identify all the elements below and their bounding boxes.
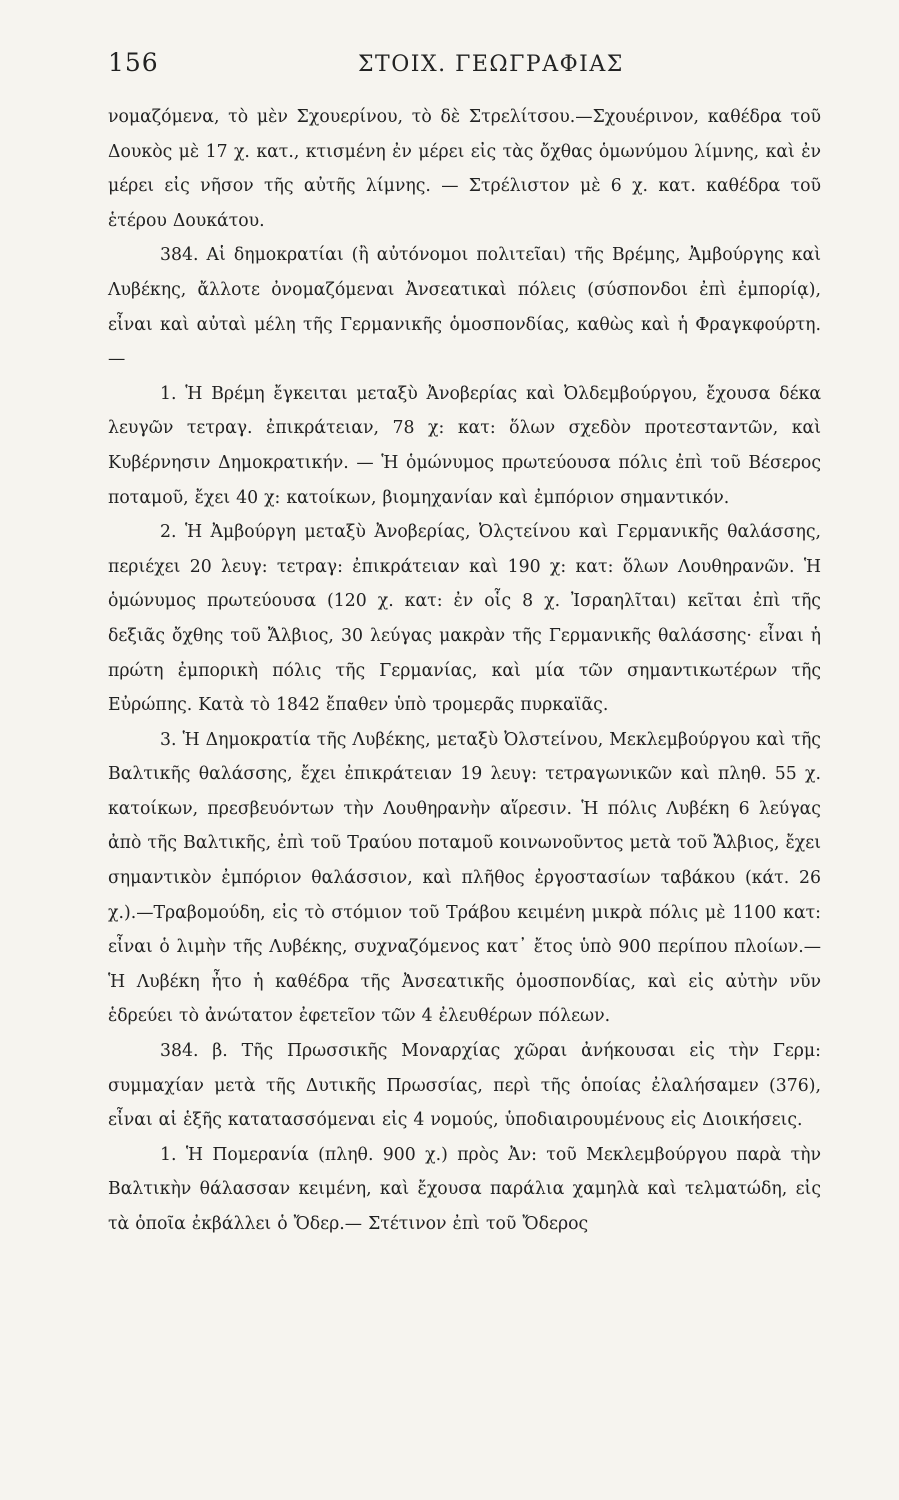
body-text xyxy=(108,100,821,1242)
page-number: 156 xyxy=(108,48,159,77)
paragraph-384b: 384. β. Τῆς Πρωσσικῆς Μοναρχίας χῶραι ἀνήκουσαι εἰς τὴν Γερμ: συμμαχίαν μετὰ τῆς Δυτικῆς Πρωσσίας, περὶ τῆς ὁποίας ἐλαλήσαμεν (376), εἶναι αἱ ἑξῆς κατατασσόμεναι εἰς 4 νομούς, ὑποδιαιρουμένους εἰς Διοικήσεις. xyxy=(108,1041,821,1131)
paragraph-lubeck: 3. Ἡ Δημοκρατία τῆς Λυβέκης, μεταξὺ Ὀλστείνου, Μεκλεμβούργου καὶ τῆς Βαλτικῆς θαλάσσης, ἔχει ἐπικράτειαν 19 λευγ: τετραγωνικῶν καὶ πληθ. 55 χ. κατοίκων, πρεσβευόντων τὴν Λουθηρανὴν αἵρεσιν. Ἡ πόλις Λυβέκη 6 λεύγας ἀπὸ τῆς Βαλτικῆς, ἐπὶ τοῦ Τραύου ποταμοῦ κοινωνοῦντος μετὰ τοῦ Ἄλβιος, ἔχει σημαντικὸν ἐμπόριον θαλάσσιον, καὶ πλῆθος ἐργοστασίων ταβάκου (κάτ. 26 χ.).—Τραβομούδη, εἰς τὸ στόμιον τοῦ Τράβου κειμένη μικρὰ πόλις μὲ 1100 κατ: εἶναι ὁ λιμὴν τῆς Λυβέκης, συχναζόμενος κατ᾽ ἔτος ὑπὸ 900 περίπου πλοίων.— Ἡ Λυβέκη ἦτο ἡ καθέδρα τῆς Ἀνσεατικῆς ὁμοσπονδίας, καὶ εἰς αὐτὴν νῦν ἑδρεύει τὸ ἀνώτατον ἐφετεῖον τῶν 4 ἐλευθέρων πόλεων. xyxy=(108,729,821,1027)
paragraph-384: 384. Αἱ δημοκρατίαι (ἢ αὐτόνομοι πολιτεῖαι) τῆς Βρέμης, Ἀμβούργης καὶ Λυβέκης, ἄλλοτε ὀνομαζόμεναι Ἀνσεατικαὶ πόλεις (σύσπονδοι ἐπὶ ἐμπορίᾳ), εἶναι καὶ αὐταὶ μέλη τῆς Γερμανικῆς ὁμοσπονδίας, καθὼς καὶ ἡ Φραγκφούρτη.— xyxy=(108,245,821,370)
running-head: ΣΤΟΙΧ. ΓΕΩΓΡΑΦΙΑΣ xyxy=(358,52,624,77)
paragraph-hamburg: 2. Ἡ Ἀμβούργη μεταξὺ Ἀνοβερίας, Ὀλςτείνου καὶ Γερμανικῆς θαλάσσης, περιέχει 20 λευγ: τετραγ: ἐπικράτειαν καὶ 190 χ: κατ: ὅλων Λουθηρανῶν. Ἡ ὁμώνυμος πρωτεύουσα (120 χ. κατ: ἐν οἷς 8 χ. Ἰσραηλῖται) κεῖται ἐπὶ τῆς δεξιᾶς ὄχθης τοῦ Ἄλβιος, 30 λεύγας μακρὰν τῆς Γερμανικῆς θαλάσσης· εἶναι ἡ πρώτη ἐμπορικὴ πόλις τῆς Γερμανίας, καὶ μία τῶν σημαντικωτέρων τῆς Εὐρώπης. Κατὰ τὸ 1842 ἔπαθεν ὑπὸ τρομερᾶς πυρκαϊᾶς. xyxy=(108,522,821,716)
paragraph-pomerania: 1. Ἡ Πομερανία (πληθ. 900 χ.) πρὸς Ἀν: τοῦ Μεκλεμβούργου παρὰ τὴν Βαλτικὴν θάλασσαν κειμένη, καὶ ἔχουσα παράλια χαμηλὰ καὶ τελματώδη, εἰς τὰ ὁποῖα ἐκβάλλει ὁ Ὄδερ.— Στέτινον ἐπὶ τοῦ Ὄδερος xyxy=(108,1144,821,1234)
paragraph-bremen: 1. Ἡ Βρέμη ἔγκειται μεταξὺ Ἀνοβερίας καὶ Ὀλδεμβούργου, ἔχουσα δέκα λευγῶν τετραγ. ἐπικράτειαν, 78 χ: κατ: ὅλων σχεδὸν προτεσταντῶν, καὶ Κυβέρνησιν Δημοκρατικήν. — Ἡ ὁμώνυμος πρωτεύουσα πόλις ἐπὶ τοῦ Βέσερος ποταμοῦ, ἔχει 40 χ: κατοίκων, βιομηχανίαν καὶ ἐμπόριον σημαντικόν. xyxy=(108,383,821,508)
page-header xyxy=(108,48,821,88)
paragraph-continuation: νομαζόμενα, τὸ μὲν Σχουερίνου, τὸ δὲ Στρελίτσου.—Σχουέρινον, καθέδρα τοῦ Δουκὸς μὲ 17 χ. κατ., κτισμένη ἐν μέρει εἰς τὰς ὄχθας ὁμωνύμου λίμνης, καὶ ἐν μέρει εἰς νῆσον τῆς αὐτῆς λίμνης. — Στρέλιστον μὲ 6 χ. κατ. καθέδρα τοῦ ἑτέρου Δουκάτου. xyxy=(108,107,821,231)
